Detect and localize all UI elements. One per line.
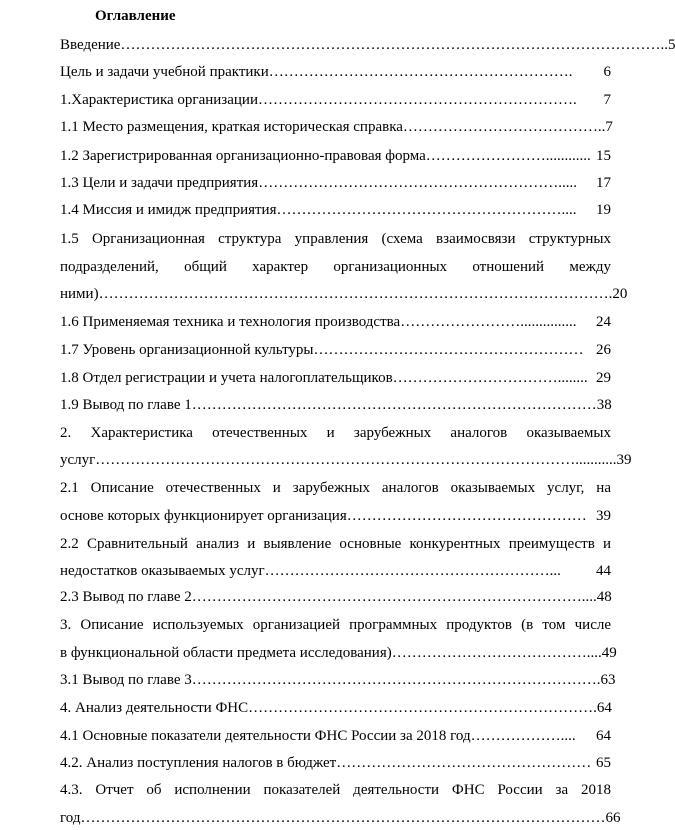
toc-dot-leader: ………………………………………………………. [257, 92, 577, 108]
toc-entry-line [60, 698, 611, 718]
toc-entry-line [60, 506, 611, 526]
toc-entry-line [60, 726, 611, 746]
toc-entry-text: 1.8 Отдел регистрации и учета налогоплательщиков [60, 370, 393, 386]
toc-entry-text: 2. Характеристика отечественных и зарубежных аналогов оказываемых [60, 425, 611, 441]
toc-dot-leader: ……………………............ [425, 148, 591, 164]
toc-entry-text: 1.2 Зарегистрированная организационно-правовая форма [60, 148, 426, 164]
toc-entry-line [60, 368, 611, 388]
toc-page-number: 64 [596, 700, 612, 716]
toc-entry-text: год [60, 810, 81, 826]
toc-entry-text: 1.4 Миссия и имидж предприятия [60, 202, 277, 218]
toc-entry-text: 1.5 Организационная структура управления (схема взаимосвязи структурных [60, 231, 611, 247]
toc-dot-leader: ……………………............... [400, 314, 577, 330]
toc-entry-text: 2.1 Описание отечественных и зарубежных аналогов оказываемых услуг, на [60, 480, 611, 496]
toc-entry-text: основе которых функционирует организация [60, 508, 347, 524]
toc-entry-text: ними) [60, 286, 99, 302]
toc-entry-line [60, 643, 617, 663]
toc-entry-text: 4.2. Анализ поступления налогов в бюджет [60, 755, 337, 771]
toc-entry-line [60, 173, 611, 193]
toc-page-number: 49 [601, 645, 617, 661]
toc-entry-text: 4.3. Отчет об исполнении показателей деятельности ФНС России за 2018 [60, 782, 611, 798]
toc-dot-leader: ……………………………………………………………. [248, 700, 597, 716]
toc-entry-text: подразделений, общий характер организационных отношений между [60, 259, 611, 275]
toc-page-number: 26 [596, 342, 611, 358]
toc-entry-line [60, 257, 611, 277]
toc-page-number: 7 [605, 119, 613, 135]
toc-entry-text: 1.1 Место размещения, краткая историческая справка [60, 119, 403, 135]
toc-dot-leader: ………………………………….... [391, 645, 602, 661]
toc-entry-line [60, 808, 621, 828]
toc-page-number: 64 [596, 728, 611, 744]
toc-page-number: 65 [596, 755, 611, 771]
toc-entry-text: 2.2 Сравнительный анализ и выявление основные конкурентных преимуществ и [60, 536, 611, 552]
toc-title: Оглавление [95, 8, 176, 24]
toc-entry-line [60, 395, 611, 415]
toc-entry-text: 1.9 Вывод по главе 1 [60, 397, 192, 413]
toc-entry-text: 2.3 Вывод по главе 2 [60, 589, 192, 605]
toc-page-number: 66 [605, 810, 621, 826]
toc-entry-text: недостатков оказываемых услуг [60, 563, 265, 579]
toc-entry-line [60, 284, 628, 304]
toc-dot-leader: ……………………………………………… [313, 342, 584, 358]
toc-entry-text: 1.7 Уровень организационной культуры [60, 342, 314, 358]
toc-entry-line [60, 561, 611, 581]
toc-entry-line [60, 423, 611, 443]
toc-entry-line [60, 200, 611, 220]
toc-entry-line [60, 35, 675, 55]
toc-dot-leader: …………………………………………………... [264, 563, 561, 579]
toc-entry-text: 4. Анализ деятельности ФНС [60, 700, 249, 716]
toc-entry-line [60, 90, 611, 110]
toc-entry-text: 1.Характеристика организации [60, 92, 258, 108]
toc-dot-leader: ………………………………………………………………………. [191, 672, 601, 688]
toc-page-number: 19 [596, 202, 611, 218]
toc-entry-line [60, 312, 611, 332]
toc-entry-text: 3. Описание используемых организацией программных продуктов (в том числе [60, 617, 611, 633]
toc-entry-text: 4.1 Основные показатели деятельности ФНС России за 2018 год [60, 728, 471, 744]
toc-entry-text: 3.1 Вывод по главе 3 [60, 672, 192, 688]
toc-entry-text: услуг [60, 452, 96, 468]
toc-entry-text: Введение [60, 37, 121, 53]
toc-page-number: 39 [616, 452, 632, 468]
toc-dot-leader: …………………………………………… [336, 755, 592, 771]
toc-entry-line [60, 340, 611, 360]
toc-dot-leader: …………………………………………………………………………………………… [80, 810, 606, 826]
toc-page-number: 17 [596, 175, 611, 191]
toc-dot-leader: ………………………………….. [402, 119, 606, 135]
toc-dot-leader: ………………………………………………….... [276, 202, 577, 218]
toc-page-number: 6 [603, 64, 611, 80]
toc-entry-text: в функциональной области предмета исследования) [60, 645, 392, 661]
toc-dot-leader: ……………………………………………………..... [258, 175, 577, 191]
toc-entry-line [60, 670, 616, 690]
toc-entry-line [60, 478, 611, 498]
toc-page-number: 24 [596, 314, 611, 330]
toc-dot-leader: ………………………………………… [346, 508, 587, 524]
toc-page-number: 5 [667, 37, 675, 53]
toc-entry-text: Цель и задачи учебной практики [60, 64, 269, 80]
toc-dot-leader: ……………….... [470, 728, 576, 744]
toc-entry-line [60, 753, 611, 773]
toc-entry-line [60, 534, 611, 554]
toc-page-number: 63 [600, 672, 616, 688]
toc-dot-leader: ……………………………………………………………………………………........... [95, 452, 617, 468]
toc-dot-leader: ……………………………………………………………………… [191, 397, 597, 413]
toc-entry-line [60, 780, 611, 800]
toc-dot-leader: ……………………………………………………………………………………………….. [120, 37, 668, 53]
toc-page-number: 39 [596, 508, 611, 524]
toc-dot-leader: …………………………………………………………………….... [191, 589, 597, 605]
toc-entry-line [60, 587, 611, 607]
toc-dot-leader: …………………………………………………………………………………………. [98, 286, 613, 302]
toc-entry-line [60, 146, 611, 166]
toc-entry-text: 1.3 Цели и задачи предприятия [60, 175, 259, 191]
toc-entry-line [60, 450, 632, 470]
toc-page-number: 29 [596, 370, 611, 386]
toc-entry-line [60, 117, 611, 137]
toc-page-number: 7 [603, 92, 611, 108]
toc-page-number: 20 [612, 286, 628, 302]
toc-dot-leader: ……………………………………………………. [268, 64, 573, 80]
toc-entry-line [60, 615, 611, 635]
toc-entry-line [60, 62, 611, 82]
toc-page-number: 15 [596, 148, 611, 164]
toc-page-number: 48 [596, 589, 612, 605]
toc-entry-text: 1.6 Применяемая техника и технология производства [60, 314, 401, 330]
toc-page-number: 38 [596, 397, 612, 413]
toc-page-number: 44 [596, 563, 611, 579]
toc-entry-line [60, 229, 611, 249]
toc-dot-leader: ……………………………........ [392, 370, 588, 386]
